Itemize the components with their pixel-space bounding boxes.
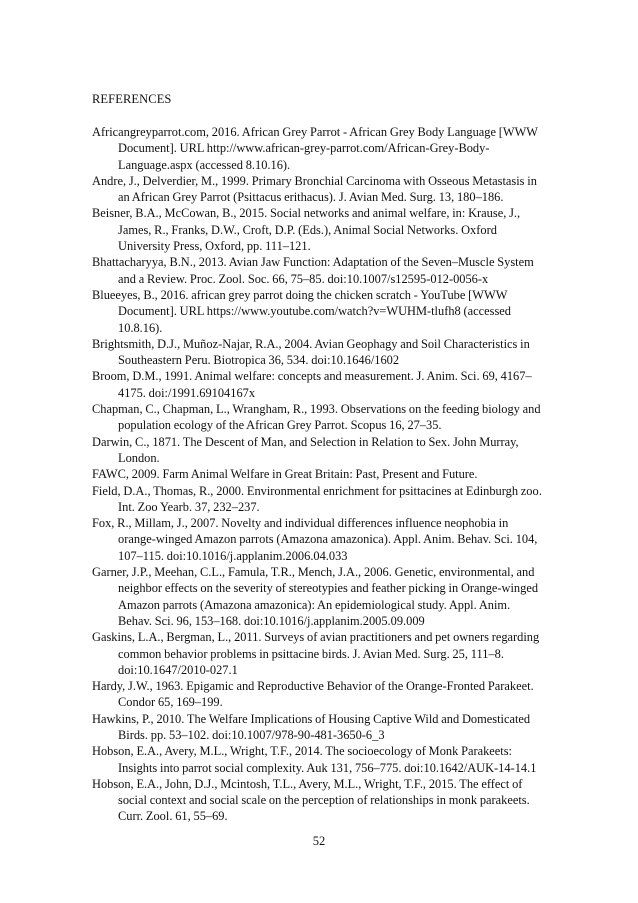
reference-entry: FAWC, 2009. Farm Animal Welfare in Great Britain: Past, Present and Future. xyxy=(92,467,478,482)
reference-entry: Blueeyes, B., 2016. african grey parrot doing the chicken scratch - YouTube [WWW Document]. URL https://www.youtube.com/watch?v=WUHM-tlufh8 (accessed 10.8.16). xyxy=(92,287,511,335)
reference-entry: Andre, J., Delverdier, M., 1999. Primary Bronchial Carcinoma with Osseous Metastasis in an African Grey Parrot (Psittacus erithacus). J. Avian Med. Surg. 13, 180–186. xyxy=(92,173,537,205)
reference-entry: Garner, J.P., Meehan, C.L., Famula, T.R., Mench, J.A., 2006. Genetic, environmental, and neighbor effects on the severity of stereotypies and feather picking in Orange-winged Amazon parrots (Amazona amazonica): An epidemiological study. Appl. Anim. Behav. Sci. 96, 153–168. doi:10.1016/j.applanim.2005.09.009 xyxy=(92,565,539,628)
reference-entry: Hawkins, P., 2010. The Welfare Implications of Housing Captive Wild and Domesticated Birds. pp. 53–102. doi:10.1007/978-90-481-3650-6_3 xyxy=(92,711,531,742)
reference-entry: Darwin, C., 1871. The Descent of Man, and Selection in Relation to Sex. John Murray, London. xyxy=(92,434,519,465)
reference-entry: Fox, R., Millam, J., 2007. Novelty and individual differences influence neophobia in orange-winged Amazon parrots (Amazona amazonica). Appl. Anim. Behav. Sci. 104, 107–115. doi:10.1016/j.applanim.2006.04.033 xyxy=(92,516,538,563)
reference-entry: Hobson, E.A., Avery, M.L., Wright, T.F., 2014. The socioecology of Monk Parakeets: Insights into parrot social complexity. Auk 131, 756–775. doi:10.1642/AUK-14-14.1 xyxy=(92,744,537,775)
reference-entry: Gaskins, L.A., Bergman, L., 2011. Surveys of avian practitioners and pet owners regarding common behavior problems in psittacine birds. J. Avian Med. Surg. 25, 111–8. doi:10.1647/2010-027.1 xyxy=(92,630,540,677)
reference-entry: Hobson, E.A., John, D.J., Mcintosh, T.L., Avery, M.L., Wright, T.F., 2015. The effect of social context and social scale on the perception of relationships in monk parakeets. Curr. Zool. 61, 55–69. xyxy=(92,776,530,824)
reference-entry: Field, D.A., Thomas, R., 2000. Environmental enrichment for psittacines at Edinburgh zoo. Int. Zoo Yearb. 37, 232–237. xyxy=(92,483,542,514)
reference-entry: Beisner, B.A., McCowan, B., 2015. Social networks and animal welfare, in: Krause, J., James, R., Franks, D.W., Croft, D.P. (Eds.), Animal Social Networks. Oxford University Press, Oxford, pp. 111–121. xyxy=(92,206,521,254)
page-number: 52 xyxy=(312,834,326,848)
reference-entry: Africangreyparrot.com, 2016. African Grey Parrot - African Grey Body Language [WWW Document]. URL http://www.african-grey-parrot.com/African-Grey-Body-Language.aspx (accessed 8.10.16). xyxy=(92,125,538,172)
reference-entry: Hardy, J.W., 1963. Epigamic and Reproductive Behavior of the Orange-Fronted Parakeet. Condor 65, 169–199. xyxy=(92,679,534,710)
reference-list xyxy=(92,124,544,825)
reference-entry: Bhattacharyya, B.N., 2013. Avian Jaw Function: Adaptation of the Seven–Muscle System and a Review. Proc. Zool. Soc. 66, 75–85. doi:10.1007/s12595-012-0056-x xyxy=(92,255,534,286)
reference-entry: Brightsmith, D.J., Muñoz-Najar, R.A., 2004. Avian Geophagy and Soil Characteristics in Southeastern Peru. Biotropica 36, 534. doi:10.1646/1602 xyxy=(92,336,530,368)
reference-entry: Chapman, C., Chapman, L., Wrangham, R., 1993. Observations on the feeding biology and population ecology of the African Grey Parrot. Scopus 16, 27–35. xyxy=(92,402,541,433)
references-heading: REFERENCES xyxy=(92,92,172,106)
reference-entry: Broom, D.M., 1991. Animal welfare: concepts and measurement. J. Anim. Sci. 69, 4167–4175. doi:/1991.69104167x xyxy=(92,369,532,400)
